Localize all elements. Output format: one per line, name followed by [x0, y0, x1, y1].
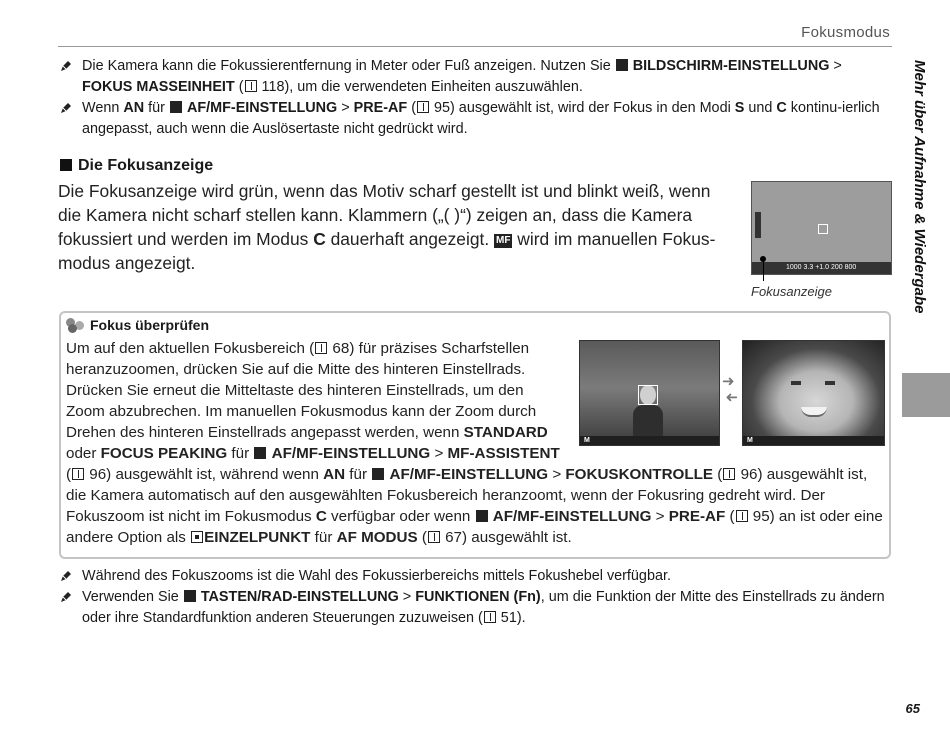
body-text: dauerhaft angezeigt.	[325, 229, 494, 249]
chapter-tab	[902, 373, 950, 417]
bottom-notes	[58, 566, 894, 629]
single-point-icon	[191, 531, 203, 543]
note-text: und	[744, 100, 777, 116]
tip-text-left	[66, 338, 566, 464]
note-text: 118), um die verwendeten Einheiten auszuwählen.	[257, 79, 583, 95]
book-icon	[484, 611, 496, 623]
tip-text: 96) ausgewählt ist, während wenn	[85, 466, 324, 483]
note-item	[58, 587, 894, 629]
section-body	[58, 179, 738, 275]
menu-name: AF/MF-EINSTELLUNG	[492, 508, 652, 525]
tip-heading	[66, 317, 209, 333]
lcd-side-indicator	[755, 212, 761, 238]
focus-frame	[818, 224, 828, 234]
tip-text: oder	[66, 445, 101, 462]
mode-letter: S	[734, 100, 745, 116]
menu-option: FOKUSKONTROLLE	[565, 466, 714, 483]
mode-letter: C	[313, 229, 326, 249]
option-value: STANDARD	[463, 424, 548, 441]
tip-text: 68) für präzises Scharfstellen heranzuzoomen, drücken Sie auf die Mitte des hinteren Einstellrads. Drücken Sie erneut die Mitteltaste des hinteren Einstellrads, um den Zoom abzubrechen. Im manuellen Fokusmodus kann der Zoom durch Drehen des hinteren Einstellrads angepasst werden, wenn	[66, 340, 537, 441]
book-icon	[736, 510, 748, 522]
note-text: Verwenden Sie	[82, 589, 183, 605]
body-text: wird im manuellen Fokus-modus angezeigt.	[58, 229, 716, 273]
tip-text: für	[310, 529, 337, 546]
book-icon	[72, 468, 84, 480]
mf-icon: MF	[495, 235, 511, 246]
subject-eyes	[791, 381, 835, 385]
tip-icon	[66, 318, 86, 332]
book-icon	[428, 531, 440, 543]
pencil-icon	[60, 570, 72, 582]
photo-info-strip	[580, 436, 719, 445]
note-item	[58, 98, 894, 140]
book-icon	[723, 468, 735, 480]
tip-text: (	[713, 466, 723, 483]
separator: >	[829, 58, 842, 74]
mode-letter: C	[776, 100, 787, 116]
square-bullet-icon	[60, 159, 72, 171]
tip-text: verfügbar oder wenn	[326, 508, 475, 525]
tip-text: 67) ausgewählt ist.	[440, 529, 572, 546]
camera-lcd-illustration	[751, 181, 892, 275]
tip-heading-text: Fokus überprüfen	[90, 317, 210, 333]
mode-indicator: M	[747, 437, 753, 444]
af-mf-menu-icon	[476, 510, 488, 522]
page-number: 65	[905, 701, 920, 716]
book-icon	[315, 342, 327, 354]
settings-menu-icon	[616, 59, 628, 71]
note-item	[58, 566, 894, 587]
separator: >	[337, 100, 354, 116]
pencil-icon	[60, 102, 72, 114]
menu-option: FOKUS MASSEINHEIT	[82, 79, 235, 95]
separator: >	[651, 508, 669, 525]
tip-text-full	[66, 464, 884, 548]
note-item	[58, 56, 894, 98]
menu-option: PRE-AF	[353, 100, 408, 116]
note-text: , um die Funktion der Mitte des Einstellrads zu ändern oder ihre Standardfunktion anderen Steuerungen zuzuweisen (	[82, 589, 885, 626]
lcd-caption: Fokusanzeige	[751, 284, 832, 299]
body-text: Die Fokusanzeige wird grün, wenn das Motiv scharf gestellt ist und blinkt weiß, wenn die Kamera nicht scharf stellen kann. Klammern („( )“) zeigen an, dass die Kamera fokussiert und werden im Modus	[58, 181, 711, 249]
tip-text: 96) ausgewählt ist, die Kamera automatisch auf den ausgewählten Fokusbereich heranzoomt, wenn der Fokusring gedreht wird. Der Fokuszoom ist nicht im Fokusmodus	[66, 466, 868, 525]
separator: >	[398, 589, 416, 605]
book-icon	[417, 101, 429, 113]
option-value: AN	[323, 466, 346, 483]
mode-letter: C	[315, 508, 327, 525]
menu-option: AF MODUS	[336, 529, 418, 546]
note-text: (	[407, 100, 417, 116]
section-heading	[60, 157, 213, 175]
menu-option: FUNKTIONEN (Fn)	[415, 589, 541, 605]
note-text: 51).	[496, 610, 526, 626]
tip-text: Um auf den aktuellen Fokusbereich (	[66, 340, 315, 357]
mode-indicator: M	[584, 437, 590, 444]
separator: >	[430, 445, 448, 462]
menu-name: AF/MF-EINSTELLUNG	[389, 466, 549, 483]
tip-text: 95) an ist oder eine andere Option als	[66, 508, 883, 546]
af-mf-menu-icon	[170, 101, 182, 113]
tip-text: für	[345, 466, 372, 483]
settings-menu-icon	[184, 590, 196, 602]
zoom-arrows	[722, 374, 738, 408]
lcd-info-bar: 1000 3.3 +1.0 200 800	[752, 262, 891, 274]
af-mf-menu-icon	[254, 447, 266, 459]
tip-text: (	[725, 508, 735, 525]
chapter-header: Fokusmodus	[801, 24, 890, 41]
menu-name: AF/MF-EINSTELLUNG	[186, 100, 338, 116]
photo-after-zoom	[742, 340, 885, 446]
pencil-icon	[60, 60, 72, 72]
menu-name: BILDSCHIRM-EINSTELLUNG	[632, 58, 830, 74]
top-notes	[58, 56, 894, 140]
side-section-label: Mehr über Aufnahme & Wiedergabe	[911, 60, 928, 314]
menu-option: MF-ASSISTENT	[447, 445, 560, 462]
note-text: Wenn	[82, 100, 124, 116]
menu-option: PRE-AF	[668, 508, 726, 525]
note-text: 95) ausgewählt ist, wird der Fokus in den Modi	[430, 100, 735, 116]
menu-name: AF/MF-EINSTELLUNG	[271, 445, 431, 462]
pencil-icon	[60, 591, 72, 603]
callout-line	[763, 259, 764, 281]
menu-name: TASTEN/RAD-EINSTELLUNG	[200, 589, 399, 605]
book-icon	[245, 80, 257, 92]
header-rule	[58, 46, 892, 47]
arrow-left-icon: ➜	[725, 389, 738, 406]
note-text: kontinu-ierlich angepasst, auch wenn die Auslösertaste nicht gedrückt wird.	[82, 100, 880, 137]
tip-text: (	[66, 466, 72, 483]
note-text: (	[234, 79, 244, 95]
option-value: EINZELPUNKT	[204, 529, 311, 546]
note-text: Die Kamera kann die Fokussierentfernung in Meter oder Fuß anzeigen. Nutzen Sie	[82, 58, 615, 74]
note-text: für	[144, 100, 169, 116]
option-value: FOCUS PEAKING	[100, 445, 228, 462]
option-value: AN	[123, 100, 145, 116]
af-mf-menu-icon	[372, 468, 384, 480]
subject-mouth	[801, 407, 827, 417]
tip-text: (	[417, 529, 427, 546]
tip-text: für	[227, 445, 254, 462]
side-section-title	[906, 60, 928, 380]
section-heading-text: Die Fokusanzeige	[78, 157, 214, 174]
separator: >	[548, 466, 566, 483]
arrow-right-icon: ➜	[722, 373, 735, 390]
focus-area-box	[638, 385, 658, 405]
photo-before-zoom	[579, 340, 720, 446]
subject-body	[633, 405, 663, 437]
note-text: Während des Fokuszooms ist die Wahl des Fokussierbereichs mittels Fokushebel verfügbar.	[82, 568, 671, 584]
photo-info-strip	[743, 436, 884, 445]
